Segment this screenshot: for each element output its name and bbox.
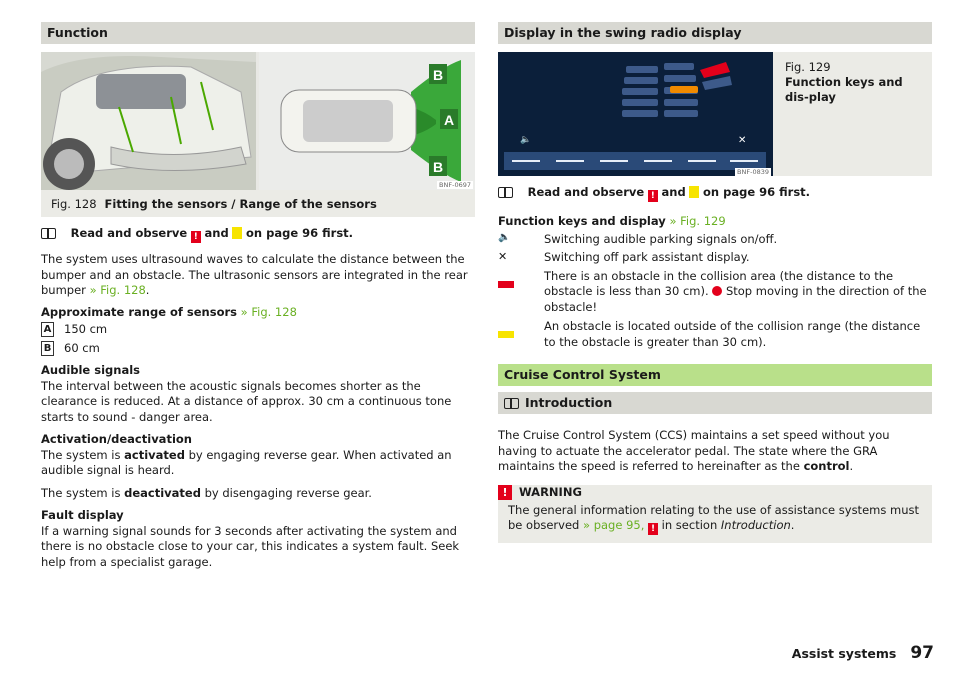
figure-code: BNF-0697: [439, 181, 471, 189]
warning-icon: !: [191, 231, 201, 243]
ccs-paragraph: The Cruise Control System (CCS) maintains a set speed without you having to actuate the accelerator pedal. The state where the GRA maintains the speed is referred to hereinafter as the control.: [498, 428, 890, 473]
warning-icon: !: [648, 523, 658, 535]
footer-section: Assist systems: [791, 646, 897, 661]
deactivation-text: The system is deactivated by disengaging reverse gear.: [41, 485, 372, 500]
park-display-graphic: [498, 52, 773, 176]
figure-code-129: BNF-0839: [737, 168, 769, 176]
page-95-link[interactable]: » page 95,: [583, 518, 645, 532]
figure-129-caption: [785, 60, 925, 105]
section-title-display: Display in the swing radio display: [498, 22, 932, 44]
warning-text: The general information relating to the use of assistance systems must be observed » page 95, ! in section Introduction.: [508, 502, 919, 534]
yellow-segment-icon: [498, 319, 544, 342]
range-value-b: 60 cm: [64, 340, 100, 355]
close-icon[interactable]: ✕: [738, 135, 747, 146]
intro-paragraph: The system uses ultrasound waves to calculate the distance between the bumper and an obstacle. The ultrasonic sensors are integrated in the rear bumper » Fig. 128.: [41, 252, 468, 297]
fig-128-link[interactable]: » Fig. 128: [89, 283, 146, 297]
key-row-red: There is an obstacle in the collision area (the distance to the obstacle is less than 30 cm). Stop moving in the direction of the obstacle!: [498, 269, 932, 316]
right-column: [498, 22, 932, 543]
page-footer: [792, 643, 934, 663]
figure-caption-text: Fitting the sensors / Range of the sensors: [104, 196, 377, 211]
fault-text: If a warning signal sounds for 3 seconds after activating the system and there is no obstacle close to your car, this indicates a system fault. Seek help from a specialist garage.: [41, 523, 460, 569]
read-observe-note-2: Read and observe ! and on page 96 first.: [498, 185, 932, 202]
note-icon: [232, 227, 242, 239]
stop-icon: [712, 286, 722, 296]
warning-title: WARNING: [519, 485, 582, 499]
figure-caption: [41, 190, 475, 217]
range-key-b: B: [41, 341, 54, 356]
fig-129-link[interactable]: » Fig. 129: [669, 214, 726, 228]
key-row-close: ✕ Switching off park assistant display.: [498, 250, 750, 264]
speaker-icon: 🔈: [498, 231, 511, 243]
figure-128: [41, 52, 475, 190]
note-icon: [689, 186, 699, 198]
range-value-a: 150 cm: [64, 322, 108, 336]
figure-caption-number: Fig. 128: [51, 196, 97, 211]
figure-129: [498, 52, 932, 176]
introduction-bar: [498, 392, 932, 414]
close-icon: ✕: [498, 250, 508, 263]
warning-icon: !: [498, 485, 512, 500]
left-column: [41, 22, 475, 570]
ccs-section-title: Cruise Control System: [498, 364, 932, 386]
sensor-illustration: [41, 52, 475, 190]
label-b-top: B: [432, 67, 444, 83]
section-title-function: Function: [41, 22, 475, 44]
figure-caption-number: Fig. 129: [785, 60, 831, 74]
speaker-icon[interactable]: 🔈: [520, 135, 532, 145]
book-icon: [504, 398, 519, 409]
audible-text: The interval between the acoustic signals becomes shorter as the clearance is reduced. At a distance of approx. 30 cm a continuous tone starts to sound - danger area.: [41, 378, 452, 424]
label-a: A: [443, 112, 455, 128]
warning-box: [498, 485, 932, 544]
range-heading: Approximate range of sensors » Fig. 128: [41, 304, 297, 319]
audible-heading: Audible signals: [41, 363, 140, 377]
warning-icon: !: [648, 190, 658, 202]
book-icon: [41, 228, 56, 239]
key-row-yellow: An obstacle is located outside of the collision range (the distance to the obstacle is greater than 30 cm).: [498, 319, 932, 350]
range-key-a: A: [41, 322, 54, 337]
activation-text: The system is activated by engaging reverse gear. When activated an audible signal is heard.: [41, 447, 452, 477]
book-icon: [498, 187, 513, 198]
radio-display: [498, 52, 773, 176]
page-number: 97: [910, 643, 934, 663]
fig-128-link-2[interactable]: » Fig. 128: [240, 304, 297, 319]
range-item-a: [41, 322, 475, 338]
warning-header: [498, 485, 932, 500]
red-segment-icon: [498, 269, 544, 292]
read-observe-note: Read and observe ! and on page 96 first.: [41, 226, 475, 243]
label-b-bottom: B: [432, 159, 444, 175]
figure-caption-text: Function keys and dis-play: [785, 75, 903, 104]
introduction-title: Introduction: [525, 395, 613, 410]
activation-heading: Activation/deactivation: [41, 432, 192, 446]
key-row-speaker: 🔈 Switching audible parking signals on/off.: [498, 231, 778, 246]
keys-heading: Function keys and display » Fig. 129: [498, 214, 726, 228]
fault-heading: Fault display: [41, 508, 124, 522]
range-item-b: [41, 341, 475, 357]
